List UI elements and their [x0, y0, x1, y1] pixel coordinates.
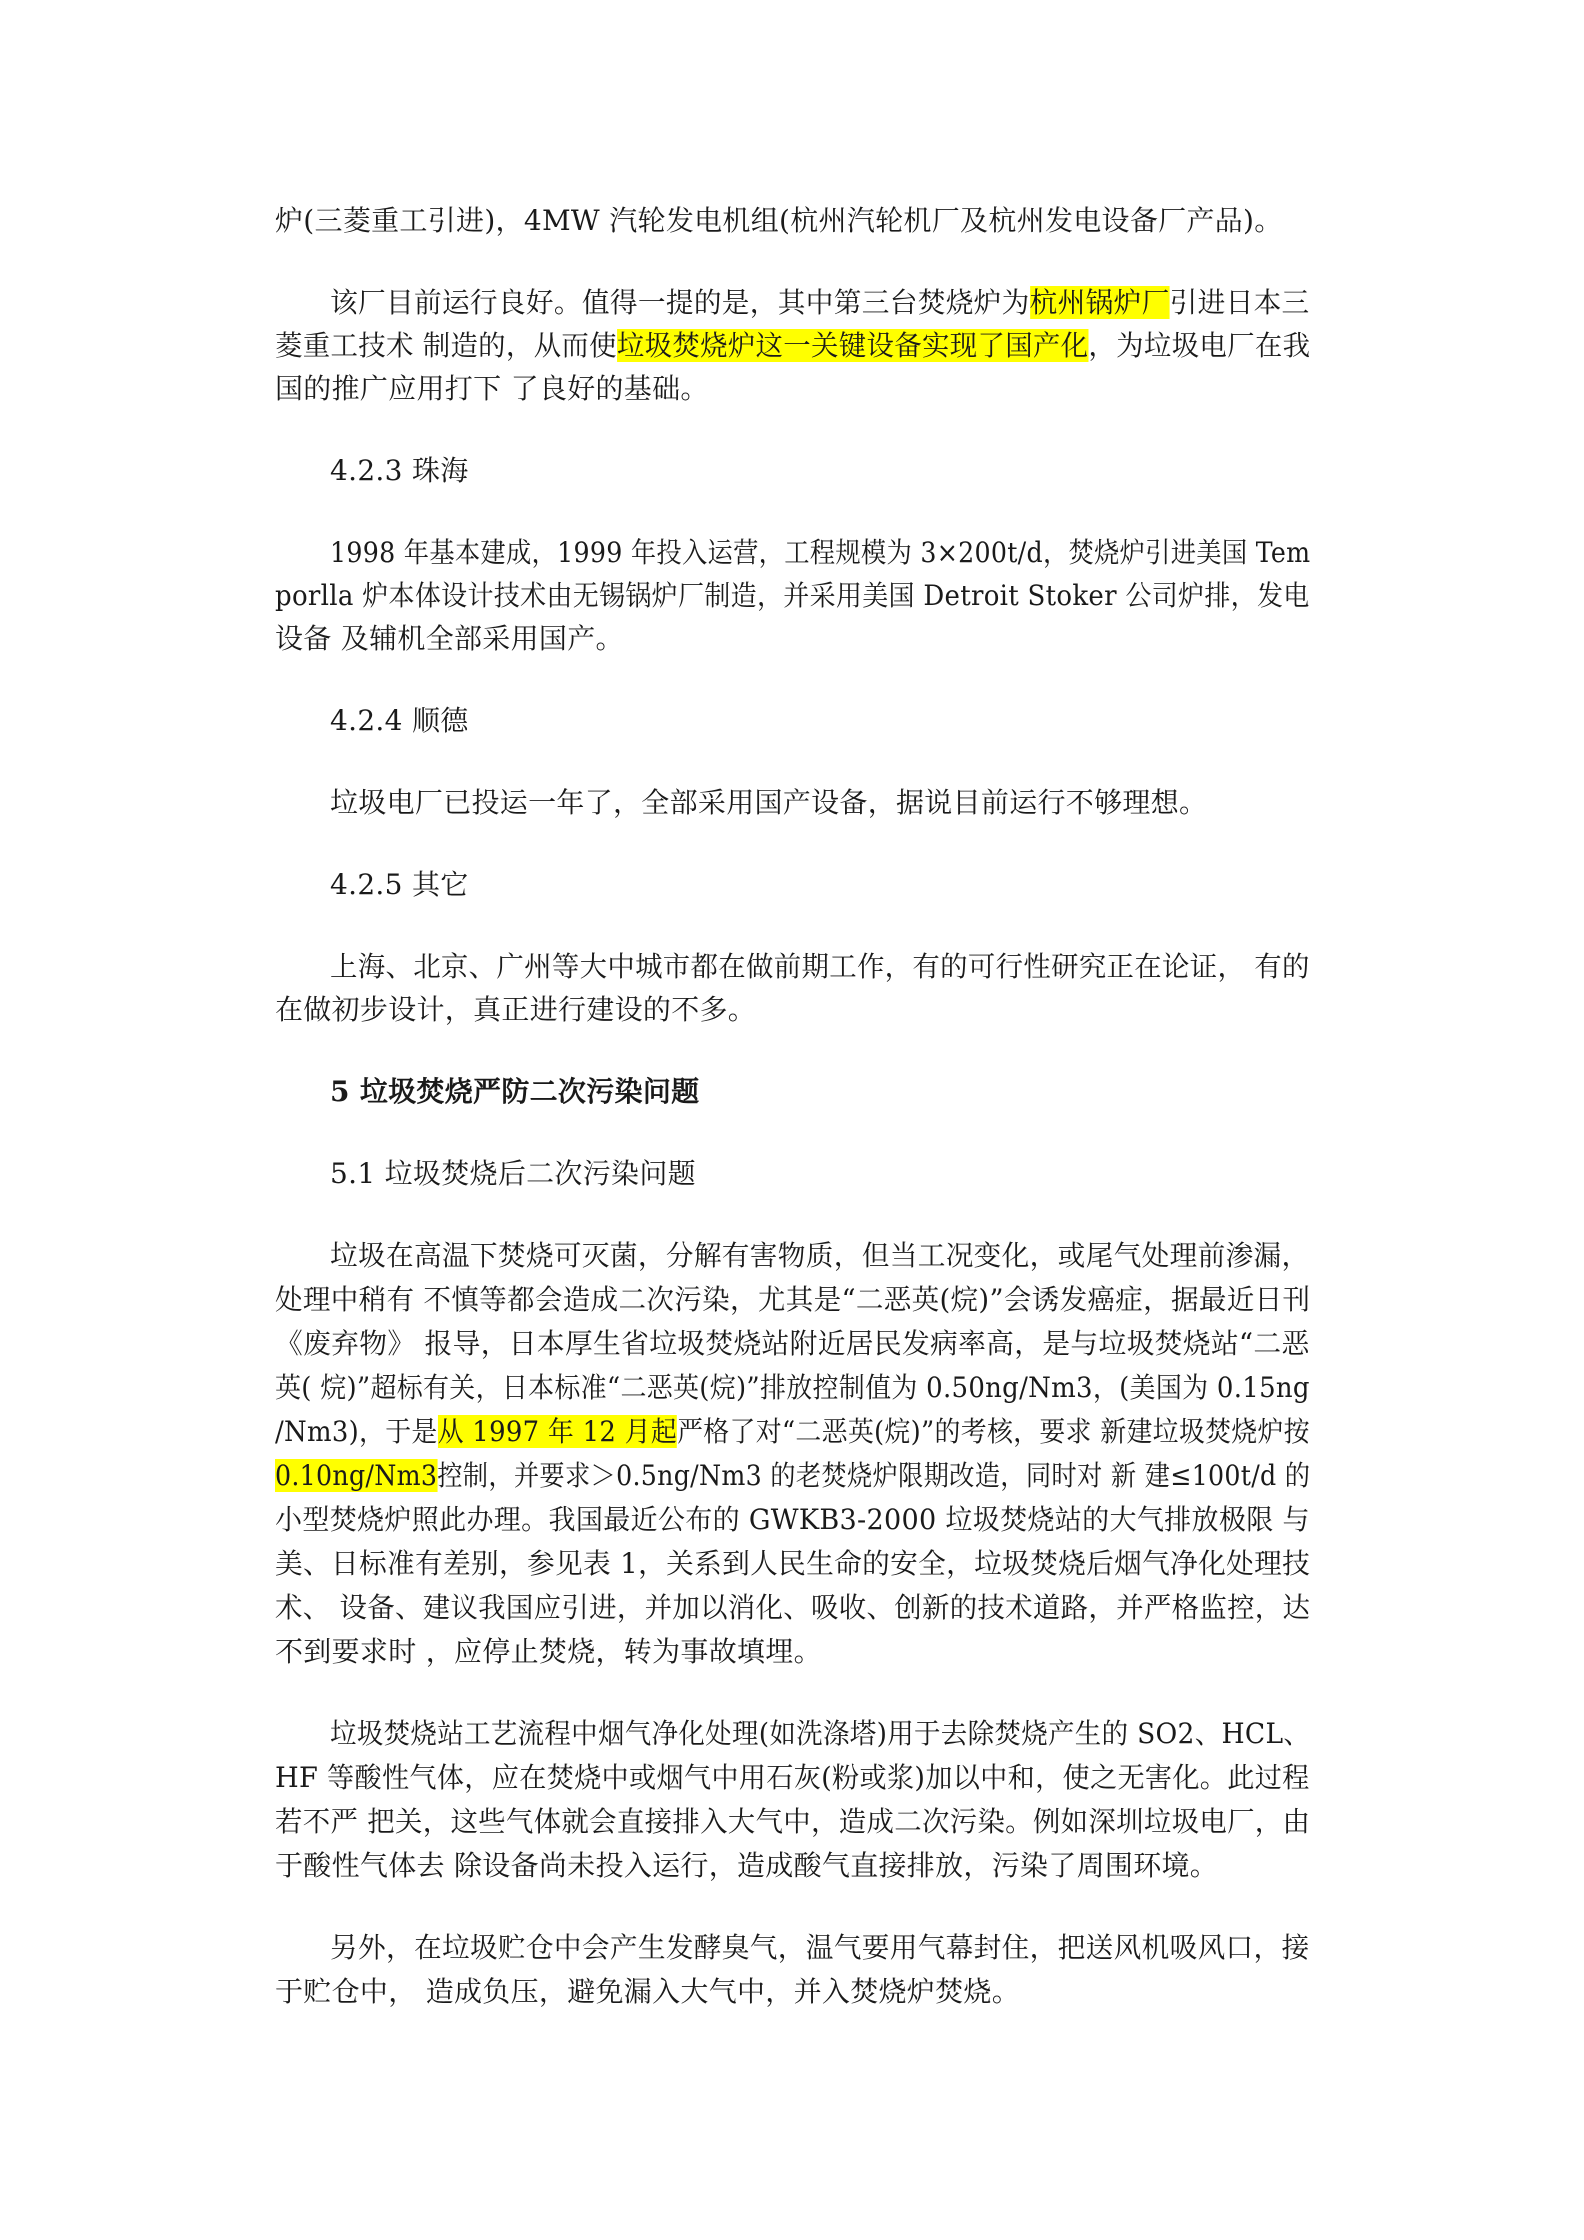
section-heading-4-2-5: 4.2.5 其它 — [330, 868, 469, 901]
paragraph-line — [275, 1456, 1310, 1496]
paragraph-line — [275, 1802, 1310, 1842]
text: 上海、北京、广州等大中城市都在做前期工作，有的可行性研究正在论证， 有的 — [330, 950, 1310, 983]
text: HF 等酸性气体，应在焚烧中或烟气中用石灰(粉或浆)加以中和，使之无害化。此过程 — [275, 1761, 1310, 1794]
text: 不到要求时 ，应停止焚烧，转为事故填埋。 — [275, 1635, 822, 1668]
section-heading-4-2-4: 4.2.4 顺德 — [330, 704, 469, 737]
paragraph-line — [275, 1280, 1310, 1320]
text: 炉(三菱重工引进)，4MW 汽轮发电机组(杭州汽轮机厂及杭州发电设备厂产品)。 — [275, 204, 1283, 237]
paragraph-line — [330, 947, 1310, 987]
section-heading-4-2-3: 4.2.3 珠海 — [330, 454, 469, 487]
text: porlla 炉本体设计技术由无锡锅炉厂制造，并采用美国 Detroit Stoker 公司炉排，发电 — [275, 579, 1310, 612]
text: 国的推广应用打下 了良好的基础。 — [275, 372, 709, 405]
text: 垃圾在高温下焚烧可灭菌，分解有害物质，但当工况变化，或尾气处理前渗漏， — [330, 1239, 1310, 1272]
text: 垃圾电厂已投运一年了，全部采用国产设备，据说目前运行不够理想。 — [330, 786, 1208, 819]
text: 菱重工技术 制造的，从而使 — [275, 329, 617, 362]
paragraph-line — [275, 1758, 1310, 1798]
highlighted-text: 从 1997 年 12 月起 — [437, 1415, 678, 1448]
paragraph-line — [275, 1846, 1218, 1886]
section-heading-5: 5 垃圾焚烧严防二次污染问题 — [330, 1075, 700, 1108]
text: 若不严 把关，这些气体就会直接排入大气中，造成二次污染。例如深圳垃圾电厂，由 — [275, 1805, 1311, 1838]
paragraph-line — [275, 1544, 1310, 1584]
text: 小型焚烧炉照此办理。我国最近公布的 GWKB3-2000 垃圾焚烧站的大气排放极限 与 — [275, 1503, 1310, 1536]
text: 处理中稍有 不慎等都会造成二次污染，尤其是“二恶英(烷)”会诱发癌症，据最近日刊 — [275, 1283, 1311, 1316]
paragraph-line — [330, 783, 1207, 823]
text: 1998 年基本建成，1999 年投入运营，工程规模为 3×200t/d，焚烧炉引进美国 Tem — [330, 536, 1311, 569]
text: 英( 烷)”超标有关，日本标准“二恶英(烷)”排放控制值为 0.50ng/Nm3，(美国为 0.15ng — [275, 1371, 1310, 1404]
paragraph-line — [275, 1324, 1310, 1364]
paragraph-line — [275, 990, 756, 1030]
text: 在做初步设计，真正进行建设的不多。 — [275, 993, 757, 1026]
highlighted-text: 垃圾焚烧炉这一关键设备实现了国产化 — [616, 329, 1089, 362]
paragraph-line — [275, 201, 1283, 241]
paragraph-line — [275, 619, 624, 659]
paragraph-line — [330, 1928, 1310, 1968]
highlighted-text: 杭州锅炉厂 — [1029, 286, 1170, 319]
paragraph-line — [275, 326, 1310, 366]
paragraph-line — [330, 533, 1310, 573]
paragraph-line — [275, 1368, 1310, 1408]
text: 美、日标准有差别，参见表 1，关系到人民生命的安全，垃圾焚烧后烟气净化处理技 — [275, 1547, 1311, 1580]
paragraph-line — [330, 1236, 1310, 1276]
text: 引进日本三 — [1169, 286, 1310, 319]
paragraph-line — [275, 1500, 1310, 1540]
paragraph-line — [275, 1588, 1310, 1628]
paragraph-line — [275, 1412, 1310, 1452]
paragraph-line — [330, 1714, 1310, 1754]
text: 另外，在垃圾贮仓中会产生发酵臭气，温气要用气幕封住，把送风机吸风口，接 — [330, 1931, 1310, 1964]
text: 垃圾焚烧站工艺流程中烟气净化处理(如洗涤塔)用于去除焚烧产生的 SO2、HCL、 — [330, 1717, 1311, 1750]
text: 于酸性气体去 除设备尚未投入运行，造成酸气直接排放，污染了周围环境。 — [275, 1849, 1219, 1882]
text: 控制，并要求＞0.5ng/Nm3 的老焚烧炉限期改造，同时对 新 建≤100t/d 的 — [437, 1459, 1311, 1492]
text: 设备 及辅机全部采用国产。 — [275, 622, 624, 655]
paragraph-line — [330, 283, 1310, 323]
paragraph-line — [275, 576, 1310, 616]
section-heading-5-1: 5.1 垃圾焚烧后二次污染问题 — [330, 1157, 696, 1190]
paragraph-line — [275, 1972, 1020, 2012]
text: 术、 设备、建议我国应引进，并加以消化、吸收、创新的技术道路，并严格监控，达 — [275, 1591, 1311, 1624]
text: ，为垃圾电厂在我 — [1088, 329, 1311, 362]
text: /Nm3)，于是 — [275, 1415, 438, 1448]
paragraph-line — [275, 369, 709, 409]
highlighted-text: 0.10ng/Nm3 — [275, 1459, 438, 1492]
text: 该厂目前运行良好。值得一提的是，其中第三台焚烧炉为 — [330, 286, 1030, 319]
text: 于贮仓中， 造成负压，避免漏入大气中，并入焚烧炉焚烧。 — [275, 1975, 1021, 2008]
text: 严格了对“二恶英(烷)”的考核，要求 新建垃圾焚烧炉按 — [677, 1415, 1310, 1448]
text: 《废弃物》 报导，日本厚生省垃圾焚烧站附近居民发病率高，是与垃圾焚烧站“二恶 — [275, 1327, 1310, 1360]
paragraph-line — [275, 1632, 822, 1672]
